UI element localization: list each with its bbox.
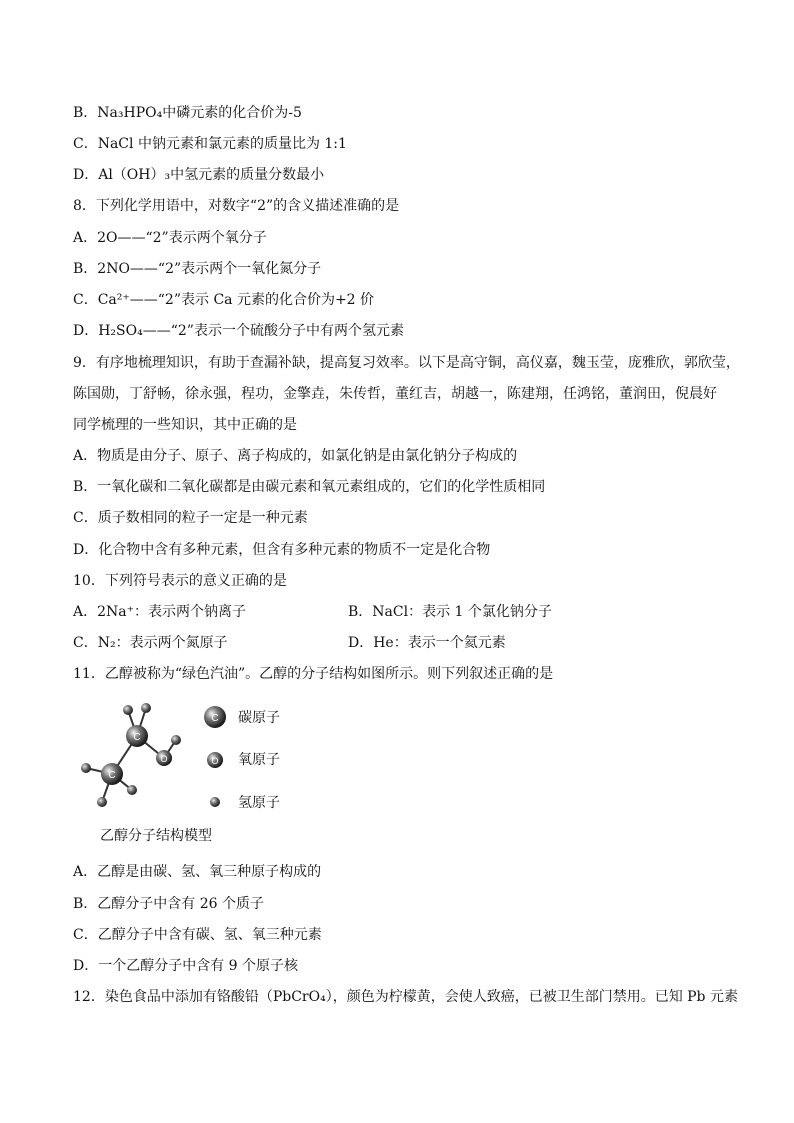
hydrogen-atom — [171, 735, 181, 745]
ethanol-molecule-model — [74, 698, 204, 818]
q11-option-d: D．一个乙醇分子中含有 9 个原子核 — [73, 958, 299, 974]
question-12: 12．染色食品中添加有铬酸铅（PbCrO₄），颜色为柠檬黄，会使人致癌，已被卫生部门禁用。已知 Pb 元素 — [73, 989, 738, 1005]
question-9-line2: 陈国勋，丁舒畅，徐永强，程功，金擎垚，朱传哲，董红吉，胡越一，陈建翔，任鸿铭，董润田，倪晨好 — [73, 386, 717, 402]
legend-oxygen-letter: O — [211, 756, 219, 766]
legend-symbols — [200, 703, 230, 813]
q9-option-c: C．质子数相同的粒子一定是一种元素 — [73, 510, 308, 526]
legend-hydrogen-label: 氢原子 — [238, 795, 280, 811]
figure-caption: 乙醇分子结构模型 — [100, 828, 212, 844]
legend-oxygen-label: 氧原子 — [238, 752, 280, 768]
q8-option-c: C．Ca²⁺——“2”表示 Ca 元素的化合价为+2 价 — [73, 292, 375, 308]
q11-option-c: C．乙醇分子中含有碳、氢、氧三种元素 — [73, 927, 322, 943]
q10-option-a: A．2Na⁺：表示两个钠离子 — [73, 604, 247, 620]
q11-option-b: B．乙醇分子中含有 26 个质子 — [73, 896, 265, 912]
hydrogen-atom — [127, 785, 137, 795]
hydrogen-atom — [81, 763, 91, 773]
question-9-line3: 同学梳理的一些知识，其中正确的是 — [73, 417, 297, 433]
q9-option-a: A．物质是由分子、原子、离子构成的，如氯化钠是由氯化钠分子构成的 — [73, 448, 518, 464]
question-11: 11．乙醇被称为“绿色汽油”。乙醇的分子结构如图所示。则下列叙述正确的是 — [73, 666, 554, 682]
q10-option-b: B．NaCl：表示 1 个氯化钠分子 — [348, 604, 552, 620]
carbon-label: C — [133, 732, 141, 743]
legend-carbon-letter: C — [211, 713, 219, 724]
q10-option-c: C．N₂：表示两个氮原子 — [73, 635, 228, 651]
option-d-line: D．Al（OH）₃中氢元素的质量分数最小 — [73, 167, 325, 183]
q9-option-d: D．化合物中含有多种元素，但含有多种元素的物质不一定是化合物 — [73, 542, 491, 558]
hydrogen-atom — [123, 705, 133, 715]
question-10: 10．下列符号表示的意义正确的是 — [73, 573, 287, 589]
q9-option-b: B．一氧化碳和二氧化碳都是由碳元素和氧元素组成的，它们的化学性质相同 — [73, 479, 546, 495]
question-8: 8．下列化学用语中，对数字“2”的含义描述准确的是 — [73, 198, 400, 214]
q8-option-b: B．2NO——“2”表示两个一氧化氮分子 — [73, 261, 322, 277]
hydrogen-atom — [141, 703, 151, 713]
question-9-line1: 9．有序地梳理知识，有助于查漏补缺，提高复习效率。以下是高守铜，高仪嘉，魏玉莹，庞雅欣，郭欣莹， — [73, 355, 740, 371]
q8-option-a: A．2O——“2”表示两个氧分子 — [73, 230, 267, 246]
q11-option-a: A．乙醇是由碳、氢、氧三种原子构成的 — [73, 864, 322, 880]
carbon-label: C — [108, 770, 116, 781]
option-c-line: C．NaCl 中钠元素和氯元素的质量比为 1:1 — [73, 136, 347, 152]
q10-option-d: D．He：表示一个氦元素 — [348, 635, 506, 651]
legend-carbon-label: 碳原子 — [238, 710, 280, 726]
q8-option-d: D．H₂SO₄——“2”表示一个硫酸分子中有两个氢元素 — [73, 323, 404, 339]
option-b-line: B．Na₃HPO₄中磷元素的化合价为-5 — [73, 105, 302, 121]
legend-hydrogen-symbol — [210, 797, 220, 807]
oxygen-label: O — [160, 754, 168, 764]
hydrogen-atom — [97, 797, 107, 807]
